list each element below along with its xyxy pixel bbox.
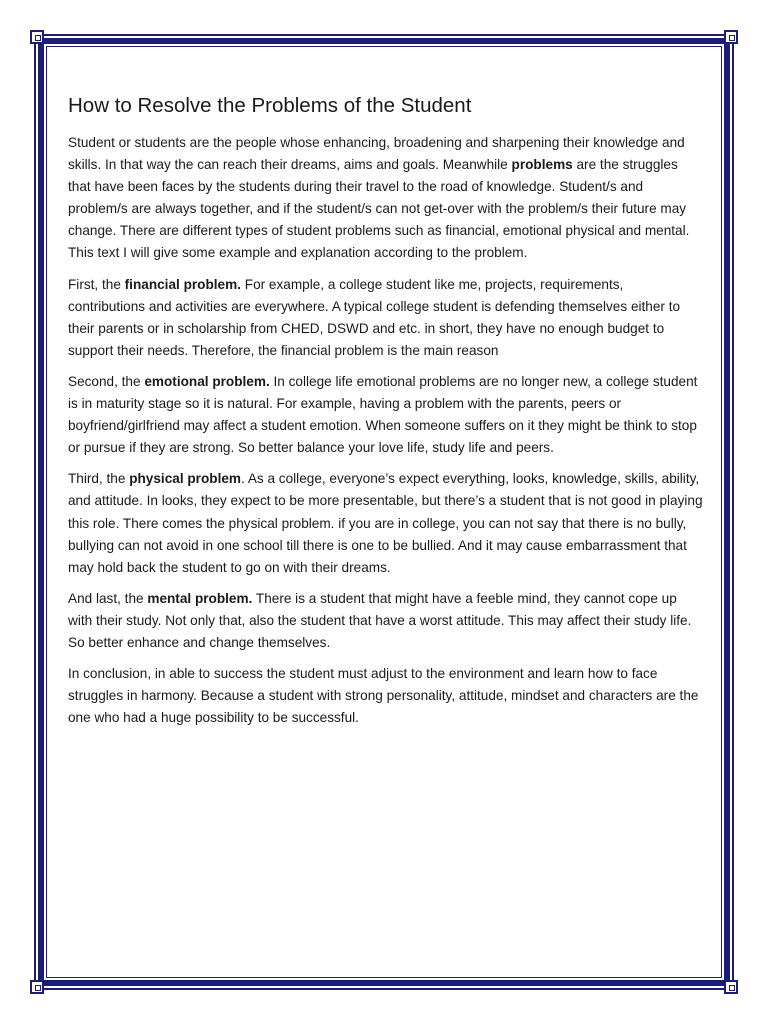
paragraph-text: Third, the [68,471,130,487]
paragraph-text: For example, a college student like me, projects, requirements, contributions and activities are everywhere. A typical college student is defending themselves either to their parents or in scholarship from CHED, DSWD and etc. in short, they have no enough budget to support their needs. Therefore, the financial problem is the main reason [68,276,681,358]
border-corner-ornament [30,980,44,994]
bold-term: mental problem. [147,590,253,606]
paragraph-financial [68,274,704,362]
paragraph-text: There is a student that might have a feeble mind, they cannot cope up with their study. Not only that, also the student that have a worst attitude. This may affect their study life. So better enhance and change themselves. [68,590,692,650]
paragraph-text: And last, the [68,590,148,606]
paragraph-intro [68,132,704,265]
border-corner-ornament [30,30,44,44]
bold-term: emotional problem. [144,373,270,389]
paragraph-conclusion: In conclusion, in able to success the student must adjust to the environment and learn how to face struggles in harmony. Because a student with strong personality, attitude, mindset and characters are the one who had a huge possibility to be successful. [68,666,699,726]
paragraph-text: In college life emotional problems are no longer new, a college student is in maturity stage so it is natural. For example, having a problem with the parents, peers or boyfriend/girlfriend may affect a student emotion. When someone suffers on it they might be think to stop or pursue if they are strong. So better balance your love life, study life and peers. [68,373,698,456]
paragraph-text: First, the [68,276,125,292]
border-corner-ornament [724,980,738,994]
paragraph-emotional [68,371,704,459]
paragraph-text: Student or students are the people whose enhancing, broadening and sharpening their knowledge and skills. In that way the can reach their dreams, aims and goals. Meanwhile [68,135,685,173]
paragraph-physical [68,468,704,578]
document-title: How to Resolve the Problems of the Student [68,94,472,117]
border-corner-ornament [724,30,738,44]
paragraph-mental [68,588,704,654]
bold-term: financial problem. [124,276,241,292]
paragraph-text: are the struggles that have been faces by the students during their travel to the road of knowledge. Student/s and problem/s are always together, and if the student/s can not get-over with the problem/s their future may change. There are different types of student problems such as financial, emotional physical and mental. This text I will give some example and explanation according to the problem. [68,157,690,261]
paragraph-text: Second, the [68,373,145,389]
paragraph-text: . As a college, everyone’s expect everything, looks, knowledge, skills, ability, and attitude. In looks, they expect to be more presentable, but there’s a student that is not good in playing this role. There comes the physical problem. if you are in college, you can not say that there is no bully, bullying can not avoid in one school till there is one to be bullied. And it may cause embarrassment that may hold back the student to go on with their dreams. [68,471,703,575]
bold-term: problems [511,157,573,173]
document-body [68,92,704,738]
bold-term: physical problem [129,471,242,487]
